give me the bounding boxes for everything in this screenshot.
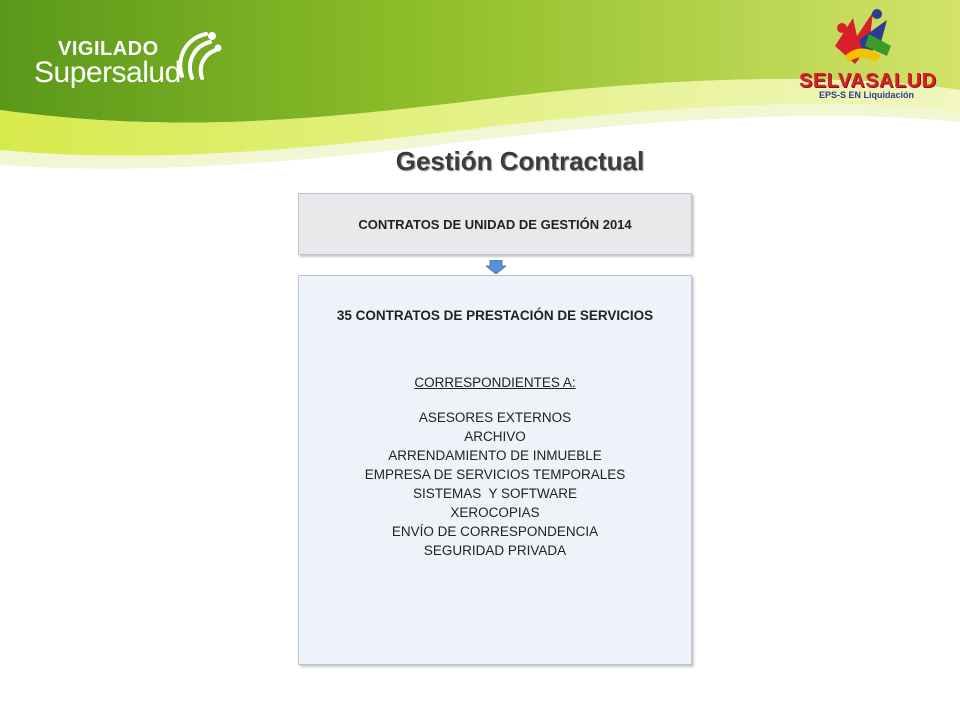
logo-supersalud-text: Supersalud [34,56,181,89]
list-item: ASESORES EXTERNOS [418,410,572,425]
supersalud-swirl-icon [172,28,228,84]
list-item: EMPRESA DE SERVICIOS TEMPORALES [364,467,626,482]
page-title: Gestión Contractual [395,146,645,176]
list-item: SISTEMAS Y SOFTWARE [412,486,578,501]
selvasalud-logo [795,6,935,106]
services-subheading: CORRESPONDIENTES A: [414,375,576,390]
list-item: SEGURIDAD PRIVADA [423,543,567,558]
services-list [299,408,691,560]
selvasalud-name-text: SELVASALUD [799,70,937,92]
list-item: XEROCOPIAS [450,505,540,520]
selvasalud-subtitle-text: EPS-S EN Liquidación [819,90,915,100]
list-item: ENVÍO DE CORRESPONDENCIA [391,524,599,539]
list-item: ARCHIVO [464,429,526,444]
contracts-unit-box [298,193,692,255]
down-arrow-icon [486,260,506,274]
list-item: ARRENDAMIENTO DE INMUEBLE [388,448,602,463]
selvasalud-people-icon [795,6,935,76]
contracts-unit-label: CONTRATOS DE UNIDAD DE GESTIÓN 2014 [358,216,632,232]
supersalud-logo [30,28,240,88]
services-heading: 35 CONTRATOS DE PRESTACIÓN DE SERVICIOS [336,308,654,323]
logo-vigilado-text: VIGILADO [58,38,159,60]
services-contracts-box [298,275,692,665]
